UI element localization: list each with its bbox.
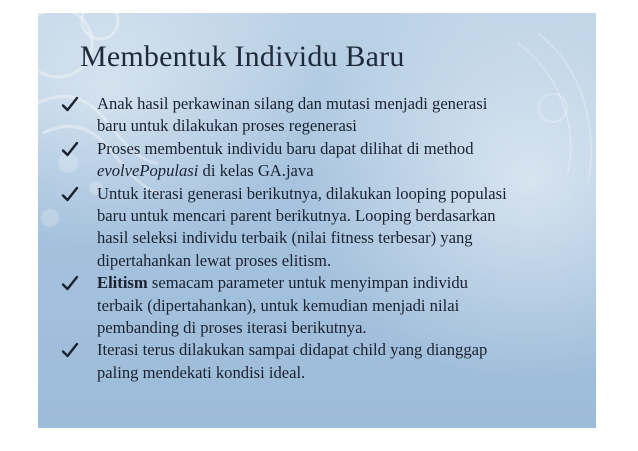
bullet-line-rest: semacam parameter untuk menyimpan individu	[147, 273, 468, 293]
bullet-item	[58, 339, 583, 384]
bullet-line: Untuk iterasi generasi berikutnya, dilakukan looping populasi	[97, 183, 507, 203]
bullet-line: pembanding di proses iterasi berikutnya.	[97, 318, 367, 338]
bullet-line: paling mendekati kondisi ideal.	[97, 362, 306, 382]
checkmark-icon	[61, 138, 79, 160]
bullet-line: dipertahankan lewat proses elitism.	[97, 250, 332, 270]
bullet-list	[58, 93, 583, 384]
bullet-line: baru untuk mencari parent berikutnya. Looping berdasarkan	[97, 206, 496, 226]
checkmark-icon	[61, 93, 79, 115]
bullet-item	[58, 183, 583, 273]
bullet-item	[58, 93, 583, 138]
method-name: evolvePopulasi	[97, 161, 199, 181]
checkmark-icon	[61, 183, 79, 205]
elitism-term: Elitism	[97, 273, 148, 293]
slide-title: Membentuk Individu Baru	[80, 40, 405, 73]
bullet-line: baru untuk dilakukan proses regenerasi	[97, 116, 357, 136]
checkmark-icon	[61, 272, 79, 294]
bullet-line: Iterasi terus dilakukan sampai didapat child yang dianggap	[97, 340, 488, 360]
checkmark-icon	[61, 339, 79, 361]
bullet-line: terbaik (dipertahankan), untuk kemudian menjadi nilai	[97, 295, 460, 315]
bullet-item	[58, 272, 583, 339]
slide	[38, 13, 596, 428]
bullet-line: hasil seleksi individu terbaik (nilai fitness terbesar) yang	[97, 228, 473, 248]
bullet-line: Proses membentuk individu baru dapat dilihat di method	[97, 138, 474, 158]
bullet-line: Anak hasil perkawinan silang dan mutasi menjadi generasi	[97, 94, 488, 113]
bullet-line-rest: di kelas GA.java	[198, 161, 314, 181]
bullet-item	[58, 138, 583, 183]
